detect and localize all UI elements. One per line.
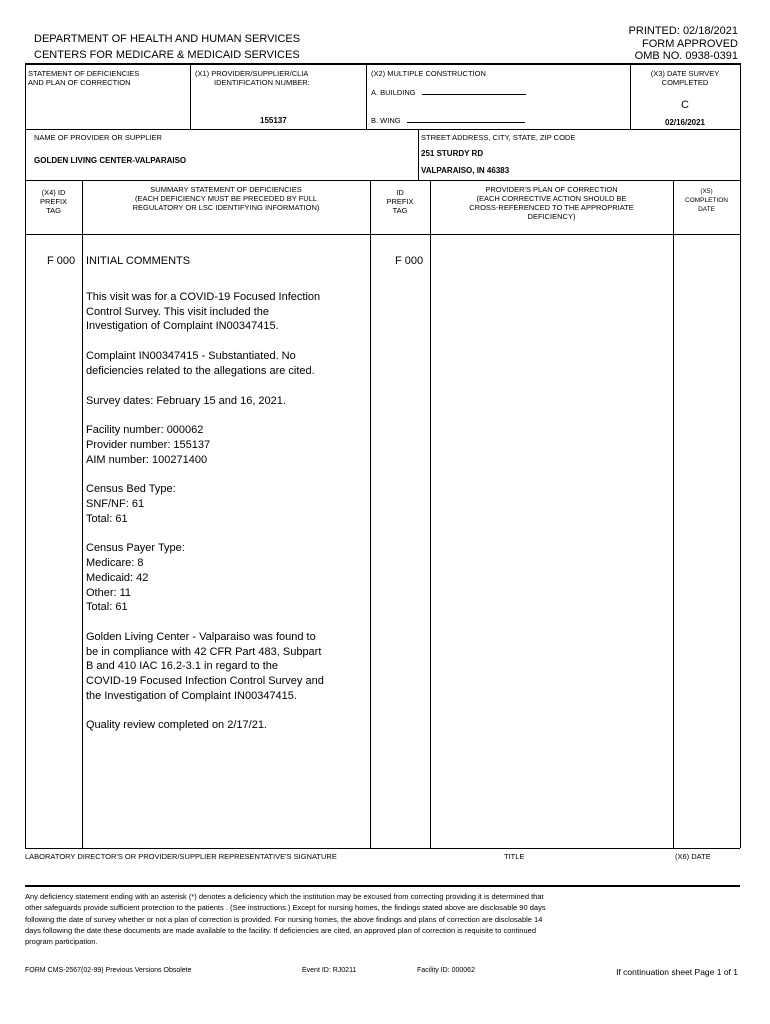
statement-label-1: STATEMENT OF DEFICIENCIES	[28, 69, 140, 78]
printed-date: PRINTED: 02/18/2021	[628, 25, 738, 37]
x6-date-label: (X6) DATE	[675, 852, 711, 861]
department-name: DEPARTMENT OF HEALTH AND HUMAN SERVICES	[34, 33, 301, 45]
wing-blank	[407, 114, 525, 123]
provider-id-number: 155137	[260, 116, 287, 125]
wing-field	[371, 114, 525, 125]
building-blank	[422, 86, 526, 95]
entry-paragraph: Complaint IN00347415 - Substantiated. No deficiencies related to the allegations are cited.	[86, 350, 315, 377]
facility-id: Facility ID: 000062	[417, 967, 475, 974]
summary-header: SUMMARY STATEMENT OF DEFICIENCIES (EACH DEFICIENCY MUST BE PRECEDED BY FULL REGULATORY OR LSC IDENTIFYING INFORMATION)	[132, 185, 320, 212]
entry-paragraph: Facility number: 000062 Provider number: 155137 AIM number: 100271400	[86, 424, 211, 466]
survey-code: C	[681, 99, 689, 111]
provider-name-label: NAME OF PROVIDER OR SUPPLIER	[34, 133, 162, 142]
city-state-zip: VALPARAISO, IN 46383	[421, 166, 510, 175]
street-address: 251 STURDY RD	[421, 149, 484, 158]
wing-label: B. WING	[371, 116, 401, 125]
x3-label-1: (X3) DATE SURVEY	[650, 69, 720, 78]
entry-paragraph: This visit was for a COVID-19 Focused Infection Control Survey. This visit included the Investigation of Complaint IN00347415.	[86, 291, 321, 333]
entry-paragraph: Census Bed Type: SNF/NF: 61 Total: 61	[86, 483, 176, 525]
continuation-sheet: If continuation sheet Page 1 of 1	[616, 967, 738, 977]
entry-paragraph: Golden Living Center - Valparaiso was found to be in compliance with 42 CFR Part 483, Subpart B and 410 IAC 16.2-3.1 in regard to the COVID-19 Focused Infection Control Survey and the Investigation of Complaint IN00347415.	[86, 630, 324, 702]
x4-header: (X4) ID PREFIX TAG	[39, 188, 68, 215]
statement-label-2: AND PLAN OF CORRECTION	[28, 78, 131, 87]
survey-completed-date: 02/16/2021	[664, 118, 706, 127]
x5-header: (X5) COMPLETION DATE	[685, 188, 728, 213]
building-label: A. BUILDING	[371, 88, 416, 97]
x3-label-2: COMPLETED	[661, 78, 709, 87]
entry-paragraph: Census Payer Type: Medicare: 8 Medicaid: 42 Other: 11 Total: 61	[86, 542, 185, 614]
provider-name: GOLDEN LIVING CENTER-VALPARAISO	[34, 156, 187, 165]
entry-paragraph: Quality review completed on 2/17/21.	[86, 719, 267, 732]
form-approved: FORM APPROVED	[642, 38, 738, 50]
prefix-tag-left: F 000	[47, 255, 76, 267]
building-field	[371, 86, 526, 97]
entry-paragraph: Survey dates: February 15 and 16, 2021.	[86, 394, 286, 407]
event-id: Event ID: RJ0211	[302, 967, 357, 974]
omb-number: OMB NO. 0938-0391	[634, 50, 738, 62]
disclaimer: Any deficiency statement ending with an asterisk (*) denotes a deficiency which the institution may be excused from correcting providing it is determined that other safeguards provide sufficient protection to the patients . (See instructions.) Except for nursing homes, the findings stated above are disclosable 90 days following the date of survey whether or not a plan of correction is provided. For nursing homes, the above findings and plans of correction are disclosable 14 days following the date these documents are made available to the facility. If deficiencies are cited, an approved plan of correction is requisite to continued program participation.	[25, 892, 546, 947]
x1-label-2: IDENTIFICATION NUMBER:	[214, 78, 310, 87]
form-number: FORM CMS-2567(02-99) Previous Versions Obsolete	[25, 967, 192, 974]
title-label: TITLE	[504, 852, 525, 861]
x2-label: (X2) MULTIPLE CONSTRUCTION	[371, 69, 486, 78]
plan-header: PROVIDER'S PLAN OF CORRECTION (EACH CORRECTIVE ACTION SHOULD BE CROSS-REFERENCED TO THE APPROPRIATE DEFICIENCY)	[469, 185, 634, 221]
entry-body	[86, 290, 368, 748]
entry-title: INITIAL COMMENTS	[86, 255, 191, 267]
signature-label: LABORATORY DIRECTOR'S OR PROVIDER/SUPPLIER REPRESENTATIVE'S SIGNATURE	[25, 852, 337, 861]
prefix-tag-right: F 000	[395, 255, 424, 267]
agency-name: CENTERS FOR MEDICARE & MEDICAID SERVICES	[34, 49, 300, 61]
id-prefix-header: ID PREFIX TAG	[386, 188, 414, 215]
address-label: STREET ADDRESS, CITY, STATE, ZIP CODE	[421, 133, 576, 142]
x1-label-1: (X1) PROVIDER/SUPPLIER/CLIA	[195, 69, 309, 78]
